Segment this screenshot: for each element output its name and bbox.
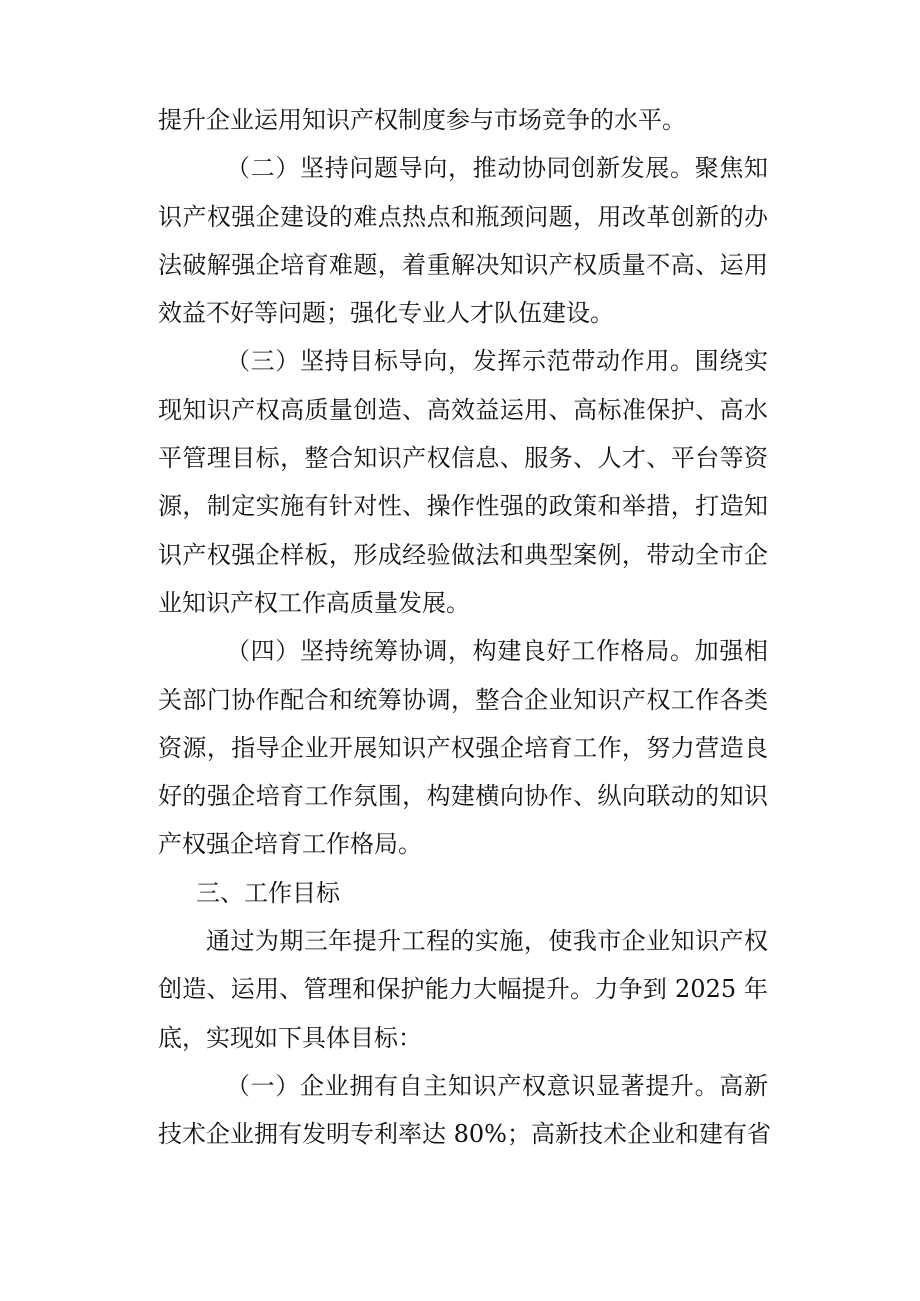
text-line: 现知识产权高质量创造、高效益运用、高标准保护、高水: [158, 395, 768, 424]
text-line: （一）企业拥有自主知识产权意识显著提升。高新: [226, 1071, 768, 1100]
text-line: 创造、运用、管理和保护能力大幅提升。力争到 2025 年: [158, 975, 768, 1004]
text-line: 好的强企培育工作氛围，构建横向协作、纵向联动的知识: [158, 782, 768, 811]
text-line: 底，实现如下具体目标：: [158, 1023, 422, 1052]
text-line: 技术企业拥有发明专利率达 80%；高新技术企业和建有省: [158, 1120, 771, 1149]
document-body: [158, 96, 771, 1159]
text-line: 提升企业运用知识产权制度参与市场竞争的水平。: [158, 106, 686, 134]
text-line: 通过为期三年提升工程的实施，使我市企业知识产权: [206, 927, 768, 956]
text-line: 资源，指导企业开展知识产权强企培育工作，努力营造良: [158, 733, 768, 762]
text-line: 法破解强企培育难题，着重解决知识产权质量不高、运用: [158, 250, 768, 279]
text-line: 关部门协作配合和统筹协调，整合企业知识产权工作各类: [158, 685, 768, 714]
text-line: 平管理目标，整合知识产权信息、服务、人才、平台等资: [158, 444, 768, 473]
text-line: （三）坚持目标导向，发挥示范带动作用。围绕实: [226, 347, 768, 376]
text-line: （四）坚持统筹协调，构建良好工作格局。加强相: [226, 637, 768, 666]
text-line: （二）坚持问题导向，推动协同创新发展。聚焦知: [226, 154, 768, 183]
text-line: 识产权强企样板，形成经验做法和典型案例，带动全市企: [158, 540, 768, 569]
text-line: 源，制定实施有针对性、操作性强的政策和举措，打造知: [158, 492, 768, 521]
text-line: 业知识产权工作高质量发展。: [158, 588, 470, 617]
text-line: 产权强企培育工作格局。: [158, 830, 422, 859]
text-line: 效益不好等问题；强化专业人才队伍建设。: [158, 299, 614, 328]
text-line: 识产权强企建设的难点热点和瓶颈问题，用改革创新的办: [158, 202, 768, 231]
section-heading: 三、工作目标: [196, 878, 340, 907]
